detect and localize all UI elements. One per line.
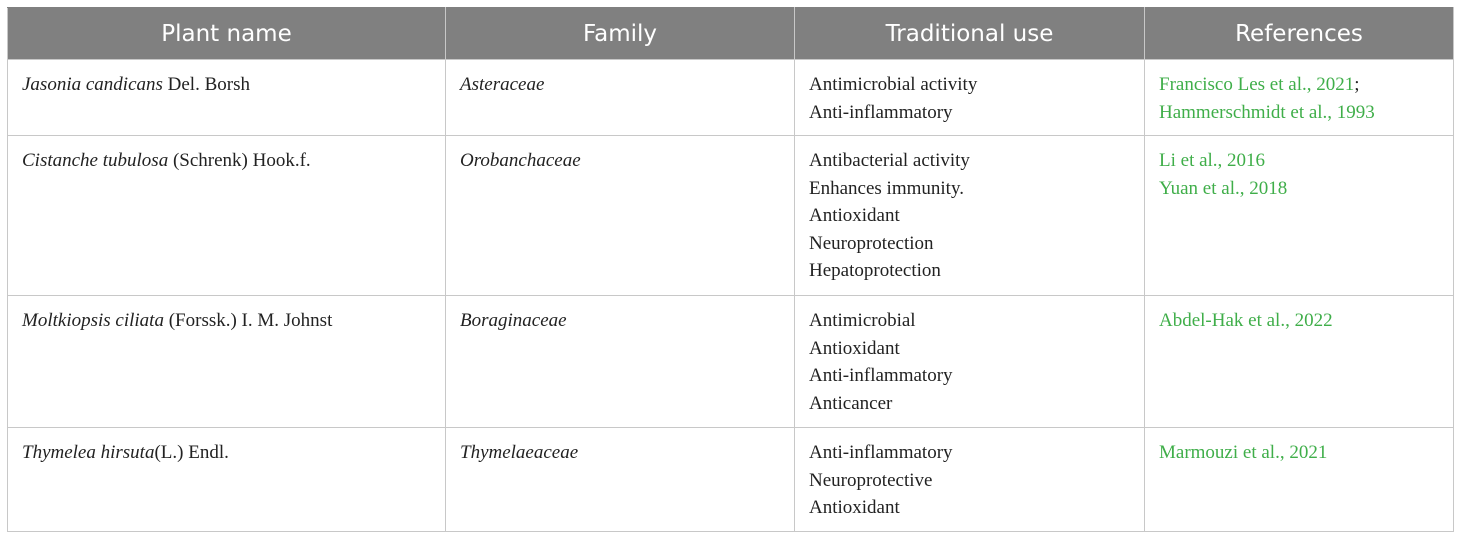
family-name: Orobanchaceae [460, 150, 581, 171]
header-row [8, 8, 1454, 60]
plant-name-cell [8, 136, 446, 296]
use-item: Neuroprotection [809, 232, 934, 254]
family-cell [446, 428, 795, 532]
plant-name-cell [8, 60, 446, 136]
plant-species: Jasonia candicans [22, 74, 163, 95]
use-item: Anti-inflammatory [809, 101, 953, 123]
traditional-use-cell [795, 296, 1145, 428]
table-row [8, 136, 1454, 296]
use-item: Neuroprotective [809, 469, 933, 491]
reference-link[interactable]: Marmouzi et al., 2021 [1159, 442, 1328, 463]
references-cell [1145, 296, 1454, 428]
reference-link[interactable]: Li et al., 2016 [1159, 150, 1266, 171]
use-item: Anticancer [809, 392, 893, 414]
plant-name-cell [8, 428, 446, 532]
family-name: Thymelaeaceae [460, 442, 579, 463]
use-item: Anti-inflammatory [809, 365, 953, 386]
plant-authority: Del. Borsh [162, 74, 250, 95]
plant-name-cell [8, 296, 446, 428]
family-cell [446, 136, 795, 296]
family-cell [446, 296, 795, 428]
use-item: Antibacterial activity [809, 150, 970, 171]
plants-table [7, 7, 1454, 532]
reference-separator: ; [1354, 74, 1360, 95]
traditional-use-cell [795, 60, 1145, 136]
family-cell [446, 60, 795, 136]
use-item: Antimicrobial activity [809, 74, 978, 95]
traditional-use-cell [795, 136, 1145, 296]
plant-species: Thymelea hirsuta [22, 442, 155, 463]
use-item: Enhances immunity. [809, 177, 964, 199]
plant-authority: (L.) Endl. [154, 442, 229, 463]
plant-authority: (Schrenk) Hook.f. [168, 150, 311, 171]
reference-link[interactable]: Abdel-Hak et al., 2022 [1159, 310, 1333, 331]
header-traditional-use: Traditional use [795, 8, 1145, 60]
reference-link[interactable]: Hammerschmidt et al., 1993 [1159, 101, 1375, 123]
references-cell [1145, 428, 1454, 532]
plant-authority: (Forssk.) I. M. Johnst [163, 310, 333, 331]
use-item: Antimicrobial [809, 310, 916, 331]
header-references: References [1145, 8, 1454, 60]
plant-species: Moltkiopsis ciliata [22, 310, 164, 331]
use-item: Antioxidant [809, 497, 900, 518]
use-item: Antioxidant [809, 205, 900, 226]
plants-table-container [7, 7, 1453, 532]
references-cell [1145, 60, 1454, 136]
traditional-use-cell [795, 428, 1145, 532]
table-row [8, 60, 1454, 136]
header-family: Family [446, 8, 795, 60]
family-name: Boraginaceae [460, 310, 567, 331]
family-name: Asteraceae [460, 74, 545, 95]
reference-link[interactable]: Francisco Les et al., 2021 [1159, 74, 1355, 95]
reference-link[interactable]: Yuan et al., 2018 [1159, 177, 1288, 199]
use-item: Anti-inflammatory [809, 442, 953, 463]
references-cell [1145, 136, 1454, 296]
plant-species: Cistanche tubulosa [22, 150, 169, 171]
table-row [8, 296, 1454, 428]
use-item: Hepatoprotection [809, 260, 941, 281]
header-plant-name: Plant name [8, 8, 446, 60]
use-item: Antioxidant [809, 337, 900, 359]
table-row [8, 428, 1454, 532]
